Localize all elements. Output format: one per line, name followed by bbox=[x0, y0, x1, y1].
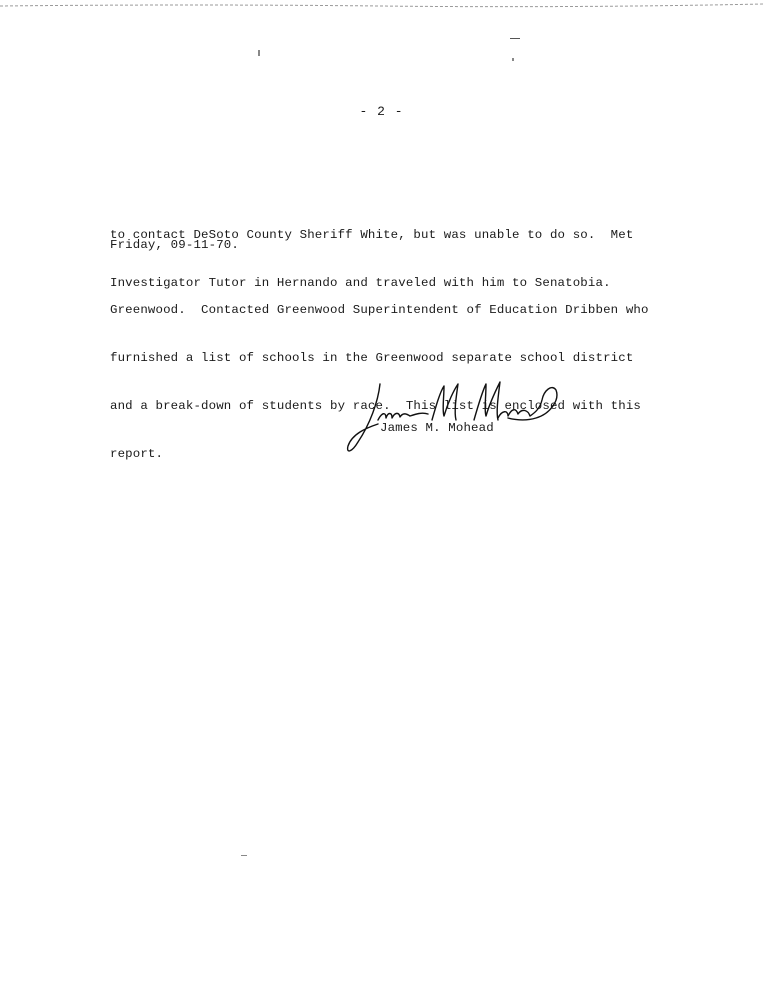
text-line: to contact DeSoto County Sheriff White, but was unable to do so. Met bbox=[110, 228, 634, 242]
text-line: report. bbox=[110, 447, 164, 461]
scan-speck bbox=[512, 58, 514, 61]
date-heading: Friday, 09-11-70. bbox=[110, 238, 239, 252]
handwritten-signature bbox=[340, 372, 570, 462]
scan-speck bbox=[258, 50, 260, 56]
text-line: furnished a list of schools in the Greenwood separate school district bbox=[110, 351, 634, 365]
page-number: - 2 - bbox=[359, 104, 404, 119]
typed-signer-name: James M. Mohead bbox=[380, 421, 494, 435]
text-line: Investigator Tutor in Hernando and traveled with him to Senatobia. bbox=[110, 276, 611, 290]
text-line: Greenwood. Contacted Greenwood Superintendent of Education Dribben who bbox=[110, 303, 649, 317]
scan-speck bbox=[510, 38, 520, 39]
text-line: and a break-down of students by race. This list is enclosed with this bbox=[110, 399, 641, 413]
scan-edge-artifact bbox=[0, 0, 763, 10]
scan-speck bbox=[241, 855, 247, 856]
